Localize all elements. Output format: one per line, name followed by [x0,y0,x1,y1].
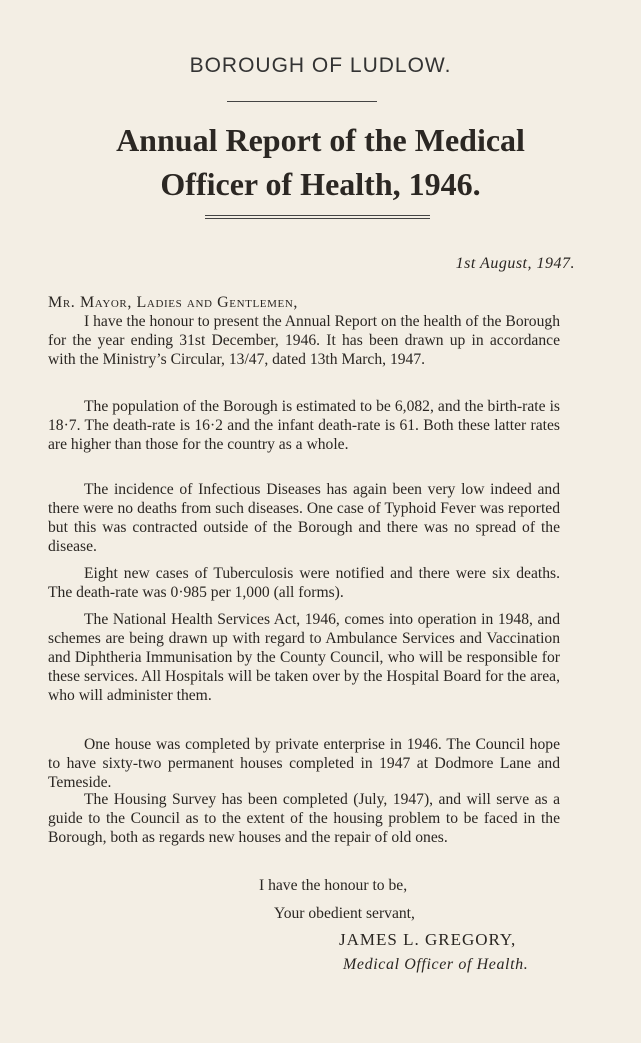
divider-top [227,101,377,102]
salutation: Mr. Mayor, Ladies and Gentlemen, [48,294,298,311]
paragraph-housing: One house was completed by private enterprise in 1946. The Council hope to have sixty-two permanent houses completed in 1947 at Dodmore Lane and Temeside. [48,736,560,791]
title-line-2: Officer of Health, 1946. [160,166,481,202]
signatory-name: JAMES L. GREGORY, [339,930,517,949]
paragraph-population: The population of the Borough is estimated to be 6,082, and the birth-rate is 18·7. The death-rate is 16·2 and the infant death-rate is 61. Both these latter rates are higher than those for the country as a whole. [48,398,560,453]
title-line-1: Annual Report of the Medical [116,122,525,158]
signatory-role: Medical Officer of Health. [343,956,529,973]
paragraph-infectious-diseases: The incidence of Infectious Diseases has again been very low indeed and there were no deaths from such diseases. One case of Typhoid Fever was reported but this was contracted outside of the Borough and there was no spread of the disease. [48,481,560,555]
paragraph-introduction: I have the honour to present the Annual Report on the health of the Borough for the year ending 31st December, 1946. It has been drawn up in accordance with the Ministry’s Circular, 13/47, dated 13th March, 1947. [48,313,560,368]
report-date: 1st August, 1947. [455,255,575,272]
report-title [0,118,641,206]
paragraph-housing-survey: The Housing Survey has been completed (July, 1947), and will serve as a guide to the Council as to the extent of the housing problem to be faced in the Borough, both as regards new houses and the repair of old ones. [48,791,560,846]
closing-line: I have the honour to be, [259,877,408,894]
paragraph-health-services-act: The National Health Services Act, 1946, comes into operation in 1948, and schemes are being drawn up with regard to Ambulance Services and Vaccination and Diphtheria Immunisation by the County Council, who will be responsible for these services. All Hospitals will be taken over by the Hospital Board for the area, who will administer them. [48,611,560,704]
divider-bottom [205,215,430,216]
closing-servant: Your obedient servant, [274,905,415,922]
borough-heading: BOROUGH OF LUDLOW. [189,54,452,77]
paragraph-tuberculosis: Eight new cases of Tuberculosis were notified and there were six deaths. The death-rate was 0·985 per 1,000 (all forms). [48,565,560,601]
divider-bottom-double [205,218,430,219]
